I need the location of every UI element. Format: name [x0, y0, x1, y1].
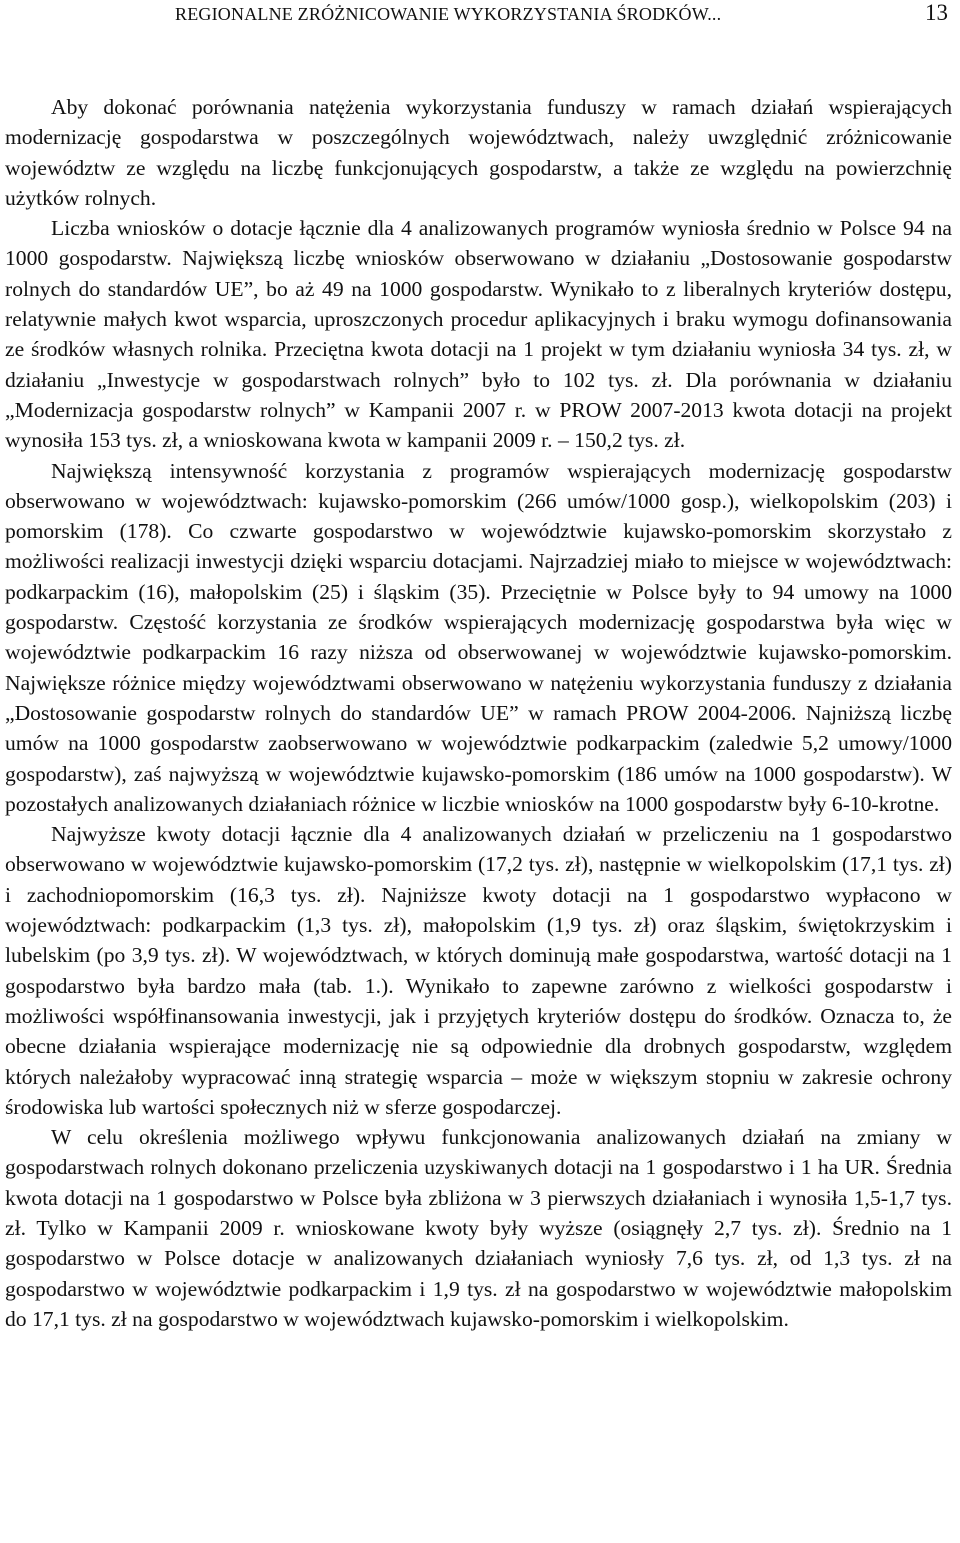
paragraph-intensity: Największą intensywność korzystania z programów wspierających modernizację gospodarstw obserwowano w województwach: kujawsko-pomorskim (266 umów/1000 gosp.), wielkopolskim (203) i pomorskim (178). Co czwarte gospodarstwo w województwie kujawsko-pomorskim skorzystało z możliwości realizacji inwestycji dzięki wsparciu dotacjami. Najrzadziej miało to miejsce w województwach: podkarpackim (16), małopolskim (25) i śląskim (35). Przeciętnie w Polsce były to 94 umowy na 1000 gospodarstw. Częstość korzystania ze środków wspierających modernizację gospodarstwa była więc w województwie podkarpackim 16 razy niższa od obserwowanej w województwie kujawsko-pomorskim. Największe różnice między województwami obserwowano w natężeniu wykorzystania funduszy z działania „Dostosowanie gospodarstw rolnych do standardów UE” w ramach PROW 2004-2006. Najniższą liczbę umów na 1000 gospodarstw zaobserwowano w województwie podkarpackim (zaledwie 5,2 umowy/1000 gospodarstw), zaś najwyższą w województwie kujawsko-pomorskim (186 umów na 1000 gospodarstw). W pozostałych analizowanych działaniach różnice w liczbie wniosków na 1000 gospodarstw były 6-10-krotne. [5, 458, 952, 816]
paragraph-intro: Aby dokonać porównania natężenia wykorzystania funduszy w ramach działań wspierających modernizację gospodarstwa w poszczególnych województwach, należy uwzględnić zróżnicowanie województw ze względu na liczbę funkcjonujących gospodarstw, a także ze względu na powierzchnię użytków rolnych. [5, 95, 952, 210]
running-header [0, 0, 960, 30]
page-number: 13 [925, 0, 948, 25]
paragraph-applications: Liczba wniosków o dotacje łącznie dla 4 analizowanych programów wyniosła średnio w Polsce 94 na 1000 gospodarstw. Największą liczbę wniosków obserwowano w działaniu „Dostosowanie gospodarstw rolnych do standardów UE”, bo aż 49 na 1000 gospodarstw. Wynikało to z liberalnych kryteriów dostępu, relatywnie małych kwot wsparcia, uproszczonych procedur aplikacyjnych i braku wymogu dofinansowania ze środków własnych rolnika. Przeciętna kwota dotacji na 1 projekt w tym działaniu wyniosła 34 tys. zł, w działaniu „Inwestycje w gospodarstwach rolnych” było to 102 tys. zł. Dla porównania w działaniu „Modernizacja gospodarstw rolnych” w Kampanii 2007 r. w PROW 2007-2013 kwota dotacji na projekt wynosiła 153 tys. zł, a wnioskowana kwota w kampanii 2009 r. – 150,2 tys. zł. [5, 216, 952, 453]
running-header-title: REGIONALNE ZRÓŻNICOWANIE WYKORZYSTANIA ŚRODKÓW... [175, 4, 722, 24]
body-text [5, 92, 952, 1334]
paragraph-subsidy-amounts: Najwyższe kwoty dotacji łącznie dla 4 analizowanych działań w przeliczeniu na 1 gospodarstwo obserwowano w województwie kujawsko-pomorskim (17,2 tys. zł), następnie w wielkopolskim (17,1 tys. zł) i zachodniopomorskim (16,3 tys. zł). Najniższe kwoty dotacji na 1 gospodarstwo wypłacono w województwach: podkarpackim (1,3 tys. zł), małopolskim (1,9 tys. zł) oraz śląskim, świętokrzyskim i lubelskim (po 3,9 tys. zł). W województwach, w których dominują małe gospodarstwa, wartość dotacji na 1 gospodarstwo była bardzo mała (tab. 1.). Wynikało to zapewne zarówno z wielkości gospodarstw i możliwości współfinansowania inwestycji, jak i przyjętych kryteriów dostępu do środków. Oznacza to, że obecne działania wspierające modernizację nie są odpowiednie dla drobnych gospodarstw, względem których należałoby wypracować inną strategię wsparcia – może w większym stopniu w zakresie ochrony środowiska lub wartości społecznych niż w sferze gospodarczej. [5, 822, 952, 1119]
paragraph-per-farm-impact: W celu określenia możliwego wpływu funkcjonowania analizowanych działań na zmiany w gospodarstwach rolnych dokonano przeliczenia uzyskiwanych dotacji na 1 gospodarstwo i 1 ha UR. Średnia kwota dotacji na 1 gospodarstwo w Polsce była zbliżona w 3 pierwszych działaniach i wynosiła 1,5-1,7 tys. zł. Tylko w Kampanii 2009 r. wnioskowane kwoty były wyższe (osiągnęły 2,7 tys. zł). Średnio na 1 gospodarstwo w Polsce dotacje w analizowanych działaniach wyniosły 7,6 tys. zł, od 1,3 tys. zł na gospodarstwo w województwie podkarpackim i 1,9 tys. zł na gospodarstwo w województwie małopolskim do 17,1 tys. zł na gospodarstwo w województwach kujawsko-pomorskim i wielkopolskim. [5, 1125, 952, 1331]
